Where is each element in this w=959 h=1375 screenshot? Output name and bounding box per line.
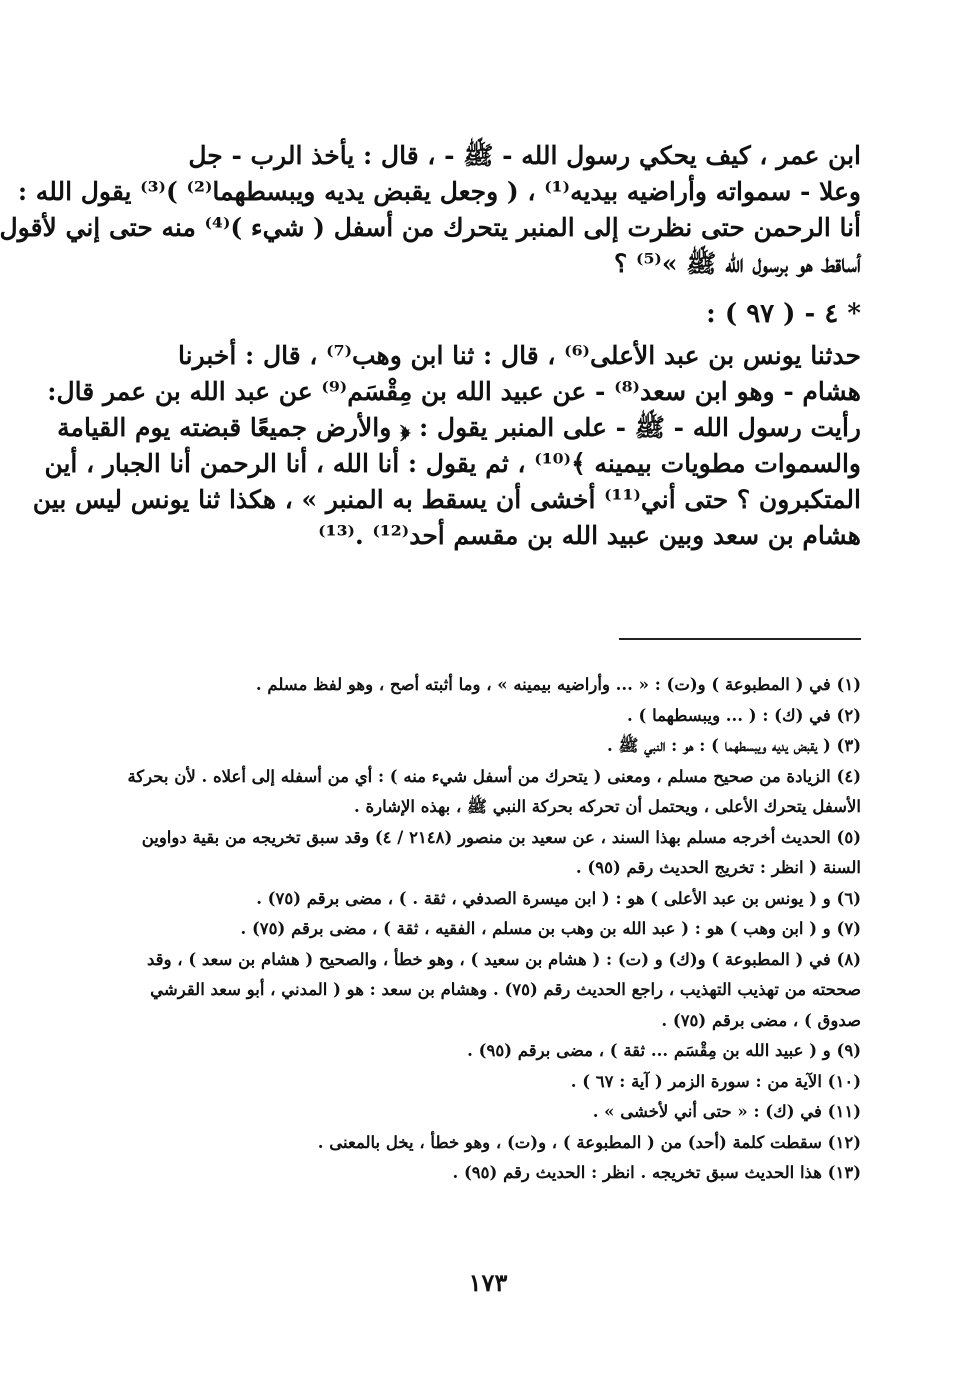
footnote-line: (٧) و ( ابن وهب ) هو : ( عبد الله بن وهب بن مسلم ، الفقيه ، ثقة ) ، مضى برقم (٧٥) . — [240, 919, 861, 938]
footnote-line: (٢) في (ك) : ( ... ويبسطهما ) . — [627, 705, 861, 725]
main-text-block — [0, 138, 861, 554]
footnote-line: (٣) ( يقبض يديه ويبسطهما ) : هو : النبي ﷺ . — [606, 736, 861, 755]
footnote-line: صححته من تهذيب التهذيب ، راجع الحديث رقم (٧٥) . وهشام بن سعد : هو ( المدني ، أبو سعد القرشي — [150, 980, 861, 999]
footnote-line: (١) في ( المطبوعة ) و(ت) : « ... وأراضيه بيمينه » ، وما أثبته أصح ، وهو لفظ مسلم . — [255, 675, 861, 694]
footnote-line: (١٠) الآية من : سورة الزمر ( آية : ٦٧ ) . — [570, 1071, 861, 1091]
footnote-line: (٨) في ( المطبوعة ) و(ك) و (ت) : ( هشام بن سعيد ) ، وهو خطأ ، والصحيح ( هشام بن سعد ) ، وقد — [147, 949, 861, 969]
main-text-line: والسموات مطويات بيمينه ﴾⁽¹⁰⁾ ، ثم يقول : أنا الله ، أنا الرحمن أنا الجبار ، أين — [44, 449, 861, 478]
footnote-line: (١١) في (ك) : « حتى أني لأخشى » . — [592, 1102, 861, 1121]
main-text-line: ابن عمر ، كيف يحكي رسول الله - ﷺ - ، قال : يأخذ الرب - جل — [188, 141, 861, 170]
footnote-line: الأسفل يتحرك الأعلى ، ويحتمل أن تحركه بحركة النبي ﷺ ، بهذه الإشارة . — [354, 797, 861, 816]
footnote-line: (٩) و ( عبيد الله بن مِقْسَم ... ثقة ) ، مضى برقم (٩٥) . — [467, 1041, 861, 1060]
footnote-line: (١٢) سقطت كلمة (أحد) من ( المطبوعة ) ، و(ت) ، وهو خطأ ، يخل بالمعنى . — [317, 1132, 861, 1152]
footnotes-block — [127, 670, 861, 1189]
footnote-line: صدوق ) ، مضى برقم (٧٥) . — [661, 1010, 861, 1030]
main-text-line: وعلا - سمواته وأراضيه بيديه⁽¹⁾ ، ( وجعل يقبض يديه ويبسطهما⁽²⁾ )⁽³⁾ يقول الله : — [17, 177, 861, 206]
main-text-line: أنا الرحمن حتى نظرت إلى المنبر يتحرك من أسفل ( شيء )⁽⁴⁾ منه حتى إني لأقول — [0, 213, 861, 242]
main-text-line: حدثنا يونس بن عبد الأعلى⁽⁶⁾ ، قال : ثنا ابن وهب⁽⁷⁾ ، قال : أخبرنا — [178, 341, 861, 370]
main-text-line: هشام - وهو ابن سعد⁽⁸⁾ - عن عبيد الله بن مِقْسَم⁽⁹⁾ عن عبد الله بن عمر قال: — [47, 377, 861, 406]
main-text-line: هشام بن سعد وبين عبيد الله بن مقسم أحد⁽¹²⁾ .⁽¹³⁾ — [318, 521, 861, 550]
main-text-line: المتكبرون ؟ حتى أني⁽¹¹⁾ أخشى أن يسقط به المنبر » ، هكذا ثنا يونس ليس بين — [32, 485, 861, 514]
page-number: ١٧٣ — [468, 1268, 508, 1297]
hadith-number-heading: * ٤ - ( ٩٧ ) : — [706, 299, 861, 329]
footnote-line: (٦) و ( يونس بن عبد الأعلى ) هو : ( ابن ميسرة الصدفي ، ثقة . ) ، مضى برقم (٧٥) . — [256, 888, 861, 908]
footnote-divider — [619, 638, 861, 640]
main-text-line: رأيت رسول الله - ﷺ - على المنبر يقول : ﴿ والأرض جميعًا قبضته يوم القيامة — [57, 413, 861, 442]
footnote-line: (٥) الحديث أخرجه مسلم بهذا السند ، عن سعيد بن منصور (٢١٤٨ / ٤) وقد سبق تخريجه من بقية دواوين — [141, 827, 861, 847]
main-text-line: أساقط هو برسول الله ﷺ »⁽⁵⁾ ؟ — [614, 249, 861, 278]
footnote-line: (٤) الزيادة من صحيح مسلم ، ومعنى ( يتحرك من أسفل شيء منه ) : أي من أسفله إلى أعلاه . لأن بحركة — [127, 766, 861, 786]
footnote-line: (١٣) هذا الحديث سبق تخريجه . انظر : الحديث رقم (٩٥) . — [452, 1163, 861, 1182]
footnote-line: السنة ( انظر : تخريج الحديث رقم (٩٥) . — [575, 858, 861, 877]
